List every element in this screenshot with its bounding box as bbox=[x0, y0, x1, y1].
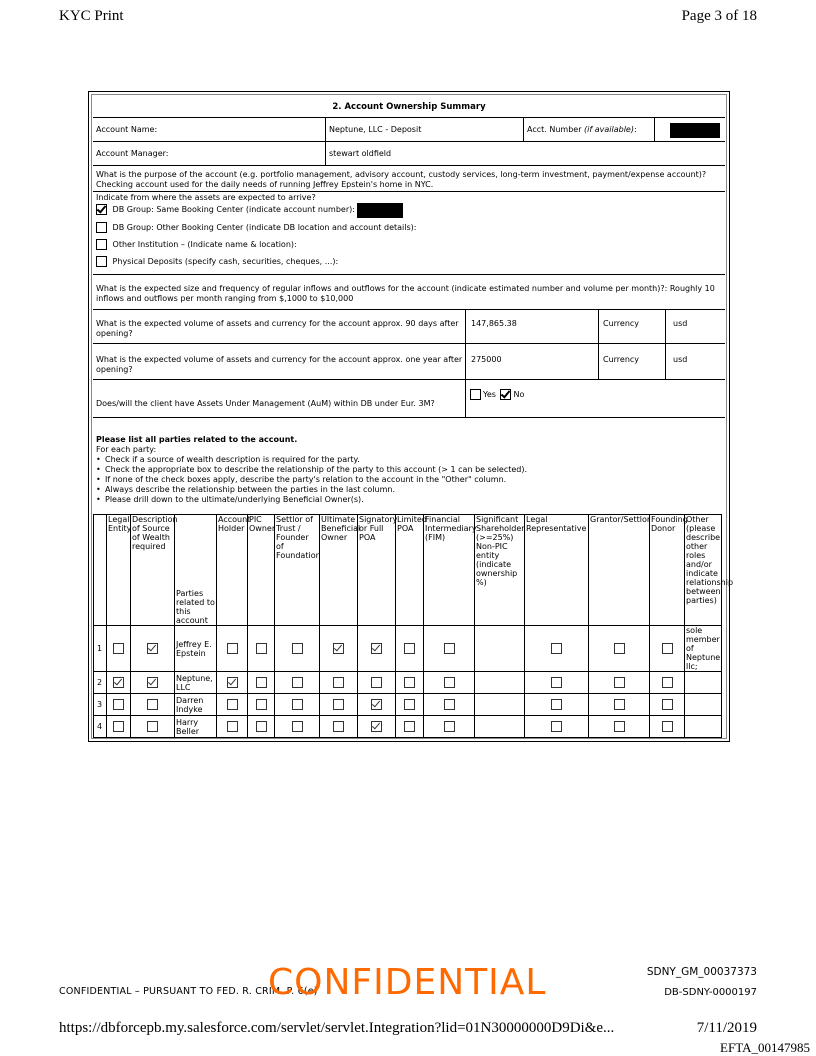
assets-origin-row bbox=[93, 192, 725, 275]
column-header: Settlor of Trust / Founder of Foundation bbox=[275, 515, 320, 626]
header-title: KYC Print bbox=[59, 8, 124, 24]
checkbox[interactable] bbox=[256, 677, 267, 688]
list-item: • Please drill down to the ultimate/underlying Beneficial Owner(s). bbox=[105, 495, 716, 505]
volume-90-value: 147,865.38 bbox=[471, 319, 517, 328]
divider bbox=[523, 118, 524, 142]
checkbox[interactable] bbox=[256, 721, 267, 732]
checkbox[interactable] bbox=[662, 721, 673, 732]
party-checkbox-cell bbox=[217, 626, 248, 672]
divider bbox=[325, 142, 326, 166]
aum-no-checkbox[interactable] bbox=[500, 389, 511, 400]
aum-row bbox=[93, 380, 725, 418]
column-header: Financial Intermediary (FIM) bbox=[424, 515, 475, 626]
table-row bbox=[94, 672, 722, 694]
column-header: Significant Shareholder (>=25%) Non-PIC entity (indicate ownership %) bbox=[475, 515, 525, 626]
party-checkbox-cell bbox=[358, 694, 396, 716]
column-header: Legal Representative bbox=[525, 515, 589, 626]
row-number: 4 bbox=[94, 716, 107, 738]
party-checkbox-cell bbox=[475, 694, 525, 716]
section-title-row bbox=[93, 96, 725, 118]
party-other-relationship bbox=[685, 672, 722, 694]
column-header: Legal Entity bbox=[107, 515, 131, 626]
parties-instructions bbox=[96, 435, 716, 505]
asset-option-physical[interactable]: Physical Deposits (specify cash, securities, cheques, ...): bbox=[96, 256, 338, 267]
divider bbox=[465, 310, 466, 344]
party-checkbox-cell bbox=[131, 626, 175, 672]
party-checkbox-cell bbox=[525, 672, 589, 694]
checkbox[interactable] bbox=[404, 643, 415, 654]
column-header: Founding Donor bbox=[650, 515, 685, 626]
purpose-text: What is the purpose of the account (e.g. portfolio management, advisory account, custody services, long-term investment, payment/expense account)? Checking account used for the daily needs of running Jeffrey Epstein's home in NYC. bbox=[96, 170, 707, 189]
column-header-number bbox=[94, 515, 107, 626]
divider bbox=[665, 310, 666, 344]
party-checkbox-cell bbox=[650, 694, 685, 716]
volume-year-row bbox=[93, 344, 725, 380]
party-checkbox-cell bbox=[320, 672, 358, 694]
party-checkbox-cell bbox=[424, 672, 475, 694]
party-checkbox-cell bbox=[320, 694, 358, 716]
checkbox[interactable] bbox=[404, 699, 415, 710]
checkbox[interactable] bbox=[333, 721, 344, 732]
party-checkbox-cell bbox=[396, 626, 424, 672]
party-checkbox-cell bbox=[424, 694, 475, 716]
volume-90-question: What is the expected volume of assets and currency for the account approx. 90 days after opening? bbox=[96, 319, 459, 338]
aum-question: Does/will the client have Assets Under Management (AuM) within DB under Eur. 3M? bbox=[96, 399, 435, 408]
checkbox[interactable] bbox=[292, 643, 303, 654]
checkbox[interactable] bbox=[333, 677, 344, 688]
checkbox[interactable] bbox=[662, 699, 673, 710]
efta-number: EFTA_00147985 bbox=[720, 1040, 810, 1055]
row-number: 2 bbox=[94, 672, 107, 694]
aum-no-label: No bbox=[513, 390, 525, 399]
volume-year-currency-label: Currency bbox=[603, 355, 640, 364]
print-date: 7/11/2019 bbox=[696, 1020, 757, 1036]
party-checkbox-cell bbox=[275, 694, 320, 716]
checkbox[interactable] bbox=[333, 699, 344, 710]
checkbox[interactable] bbox=[404, 677, 415, 688]
parties-heading: Please list all parties related to the account. bbox=[96, 435, 298, 444]
party-checkbox-cell bbox=[475, 672, 525, 694]
redaction-box bbox=[357, 203, 403, 218]
list-item: • Check if a source of wealth description is required for the party. bbox=[105, 455, 716, 465]
parties-subheading: For each party: bbox=[96, 445, 157, 454]
checkbox[interactable] bbox=[614, 677, 625, 688]
checkbox[interactable] bbox=[96, 204, 107, 215]
account-number-label: Acct. Number (if available): bbox=[527, 125, 637, 134]
checkbox[interactable] bbox=[444, 699, 455, 710]
checkbox[interactable] bbox=[292, 677, 303, 688]
party-checkbox-cell bbox=[396, 694, 424, 716]
checkbox[interactable] bbox=[371, 643, 382, 654]
purpose-row bbox=[93, 166, 725, 192]
column-header: Signatory or Full POA bbox=[358, 515, 396, 626]
party-checkbox-cell bbox=[107, 626, 131, 672]
party-other-relationship bbox=[685, 694, 722, 716]
volume-year-question: What is the expected volume of assets and currency for the account approx. one year after opening? bbox=[96, 355, 463, 374]
party-name: Jeffrey E. Epstein bbox=[175, 626, 217, 672]
checkbox[interactable] bbox=[147, 677, 158, 688]
checkbox[interactable] bbox=[614, 643, 625, 654]
checkbox[interactable] bbox=[147, 699, 158, 710]
party-checkbox-cell bbox=[217, 694, 248, 716]
checkbox[interactable] bbox=[227, 699, 238, 710]
column-header: Ultimate Beneficial Owner bbox=[320, 515, 358, 626]
volume-year-currency-value: usd bbox=[673, 355, 688, 364]
party-checkbox-cell bbox=[650, 716, 685, 738]
divider bbox=[465, 344, 466, 380]
page-number: Page 3 of 18 bbox=[681, 8, 757, 24]
party-checkbox-cell bbox=[358, 672, 396, 694]
checkbox[interactable] bbox=[614, 721, 625, 732]
checkbox[interactable] bbox=[444, 643, 455, 654]
checkbox[interactable] bbox=[662, 677, 673, 688]
checkbox[interactable] bbox=[551, 677, 562, 688]
divider bbox=[598, 310, 599, 344]
account-name-value: Neptune, LLC - Deposit bbox=[329, 125, 422, 134]
checkbox[interactable] bbox=[256, 643, 267, 654]
table-header-row bbox=[94, 515, 722, 626]
section-title: 2. Account Ownership Summary bbox=[332, 102, 486, 112]
table-row bbox=[94, 694, 722, 716]
checkbox[interactable] bbox=[147, 643, 158, 654]
column-header: Parties related to this account bbox=[175, 515, 217, 626]
party-checkbox-cell bbox=[396, 716, 424, 738]
account-ownership-form bbox=[88, 91, 734, 742]
party-checkbox-cell bbox=[589, 716, 650, 738]
party-checkbox-cell bbox=[248, 716, 275, 738]
checkbox[interactable] bbox=[444, 677, 455, 688]
account-name-row bbox=[93, 118, 725, 142]
volume-year-value: 275000 bbox=[471, 355, 502, 364]
column-header: Limited POA bbox=[396, 515, 424, 626]
account-manager-row bbox=[93, 142, 725, 166]
party-checkbox-cell bbox=[275, 716, 320, 738]
asset-option-other-institution[interactable]: Other Institution – (Indicate name & location): bbox=[96, 239, 297, 250]
row-number: 1 bbox=[94, 626, 107, 672]
checkbox[interactable] bbox=[333, 643, 344, 654]
divider bbox=[325, 118, 326, 142]
flows-text: What is the expected size and frequency of regular inflows and outflows for the account (indicate estimated number and volume per month)?: Roughly 10 inflows and outflows per month ranging from $,1000 to $10,000 bbox=[96, 284, 715, 303]
aum-yes-checkbox[interactable] bbox=[470, 389, 481, 400]
column-header: Other (please describe other roles and/or indicate relationship between parties) bbox=[685, 515, 722, 626]
table-row bbox=[94, 626, 722, 672]
party-other-relationship bbox=[685, 716, 722, 738]
volume-90-currency-value: usd bbox=[673, 319, 688, 328]
party-checkbox-cell bbox=[217, 672, 248, 694]
checkbox[interactable] bbox=[371, 677, 382, 688]
party-checkbox-cell bbox=[107, 694, 131, 716]
party-checkbox-cell bbox=[424, 716, 475, 738]
party-checkbox-cell bbox=[589, 626, 650, 672]
checkbox[interactable] bbox=[614, 699, 625, 710]
party-checkbox-cell bbox=[248, 672, 275, 694]
checkbox[interactable] bbox=[113, 699, 124, 710]
list-item: • Always describe the relationship between the parties in the last column. bbox=[105, 485, 716, 495]
checkbox[interactable] bbox=[292, 721, 303, 732]
source-url: https://dbforcepb.my.salesforce.com/servlet/servlet.Integration?lid=01N30000000D9Di&e... bbox=[59, 1020, 615, 1036]
party-checkbox-cell bbox=[525, 694, 589, 716]
party-checkbox-cell bbox=[131, 716, 175, 738]
asset-option-other-booking[interactable]: DB Group: Other Booking Center (indicate DB location and account details): bbox=[96, 222, 416, 233]
divider bbox=[598, 344, 599, 380]
checkbox[interactable] bbox=[551, 721, 562, 732]
asset-option-same-booking[interactable]: DB Group: Same Booking Center (indicate account number): bbox=[96, 204, 355, 215]
checkbox[interactable] bbox=[227, 721, 238, 732]
checkbox[interactable] bbox=[404, 721, 415, 732]
checkbox[interactable] bbox=[444, 721, 455, 732]
party-checkbox-cell bbox=[131, 672, 175, 694]
volume-90-currency-label: Currency bbox=[603, 319, 640, 328]
party-checkbox-cell bbox=[424, 626, 475, 672]
bates-number-db-sdny: DB-SDNY-0000197 bbox=[664, 987, 757, 998]
column-header: PIC Owner bbox=[248, 515, 275, 626]
account-manager-value: stewart oldfield bbox=[329, 149, 392, 158]
parties-table bbox=[93, 514, 734, 738]
party-checkbox-cell bbox=[475, 626, 525, 672]
party-checkbox-cell bbox=[107, 716, 131, 738]
list-item: • Check the appropriate box to describe the relationship of the party to this account (> 1 can be selected). bbox=[105, 465, 716, 475]
checkbox[interactable] bbox=[292, 699, 303, 710]
confidential-stamp: CONFIDENTIAL bbox=[268, 962, 547, 1003]
checkbox[interactable] bbox=[96, 239, 107, 250]
party-name: Neptune, LLC bbox=[175, 672, 217, 694]
checkbox[interactable] bbox=[96, 256, 107, 267]
party-checkbox-cell bbox=[396, 672, 424, 694]
party-checkbox-cell bbox=[650, 672, 685, 694]
bates-number-sdny-gm: SDNY_GM_00037373 bbox=[646, 966, 757, 978]
flows-row bbox=[93, 275, 725, 310]
party-checkbox-cell bbox=[525, 626, 589, 672]
party-checkbox-cell bbox=[248, 626, 275, 672]
account-manager-label: Account Manager: bbox=[96, 149, 169, 158]
party-checkbox-cell bbox=[358, 626, 396, 672]
account-name-label: Account Name: bbox=[96, 125, 158, 134]
party-checkbox-cell bbox=[475, 716, 525, 738]
party-checkbox-cell bbox=[650, 626, 685, 672]
party-checkbox-cell bbox=[275, 672, 320, 694]
column-header: Description of Source of Wealth required bbox=[131, 515, 175, 626]
checkbox[interactable] bbox=[113, 677, 124, 688]
party-checkbox-cell bbox=[248, 694, 275, 716]
party-checkbox-cell bbox=[320, 626, 358, 672]
party-name: Darren Indyke bbox=[175, 694, 217, 716]
checkbox[interactable] bbox=[371, 721, 382, 732]
divider bbox=[654, 118, 655, 142]
party-checkbox-cell bbox=[217, 716, 248, 738]
assets-question: Indicate from where the assets are expected to arrive? bbox=[96, 193, 316, 202]
checkbox[interactable] bbox=[551, 699, 562, 710]
divider bbox=[465, 380, 466, 418]
checkbox[interactable] bbox=[551, 643, 562, 654]
checkbox[interactable] bbox=[371, 699, 382, 710]
list-item: • If none of the check boxes apply, describe the party's relation to the account in the "Other" column. bbox=[105, 475, 716, 485]
table-row bbox=[94, 716, 722, 738]
aum-yes-label: Yes bbox=[483, 390, 496, 399]
confidential-notice: CONFIDENTIAL – PURSUANT TO FED. R. CRIM. P. 6(e) bbox=[59, 986, 318, 997]
column-header: Grantor/Settlor bbox=[589, 515, 650, 626]
aum-options bbox=[470, 389, 524, 400]
checkbox[interactable] bbox=[113, 643, 124, 654]
party-checkbox-cell bbox=[589, 694, 650, 716]
party-checkbox-cell bbox=[107, 672, 131, 694]
party-checkbox-cell bbox=[131, 694, 175, 716]
party-other-relationship: sole member of Neptune llc; bbox=[686, 626, 721, 671]
redaction-box bbox=[670, 123, 720, 138]
checkbox[interactable] bbox=[227, 677, 238, 688]
party-checkbox-cell bbox=[275, 626, 320, 672]
party-checkbox-cell bbox=[525, 716, 589, 738]
volume-90-row bbox=[93, 310, 725, 344]
parties-bullet-list bbox=[96, 455, 716, 505]
checkbox[interactable] bbox=[113, 721, 124, 732]
checkbox[interactable] bbox=[227, 643, 238, 654]
party-checkbox-cell bbox=[320, 716, 358, 738]
party-checkbox-cell bbox=[358, 716, 396, 738]
row-number: 3 bbox=[94, 694, 107, 716]
divider bbox=[665, 344, 666, 380]
checkbox[interactable] bbox=[96, 222, 107, 233]
checkbox[interactable] bbox=[256, 699, 267, 710]
column-header: Account Holder bbox=[217, 515, 248, 626]
party-checkbox-cell bbox=[589, 672, 650, 694]
party-name: Harry Beller bbox=[175, 716, 217, 738]
checkbox[interactable] bbox=[662, 643, 673, 654]
checkbox[interactable] bbox=[147, 721, 158, 732]
